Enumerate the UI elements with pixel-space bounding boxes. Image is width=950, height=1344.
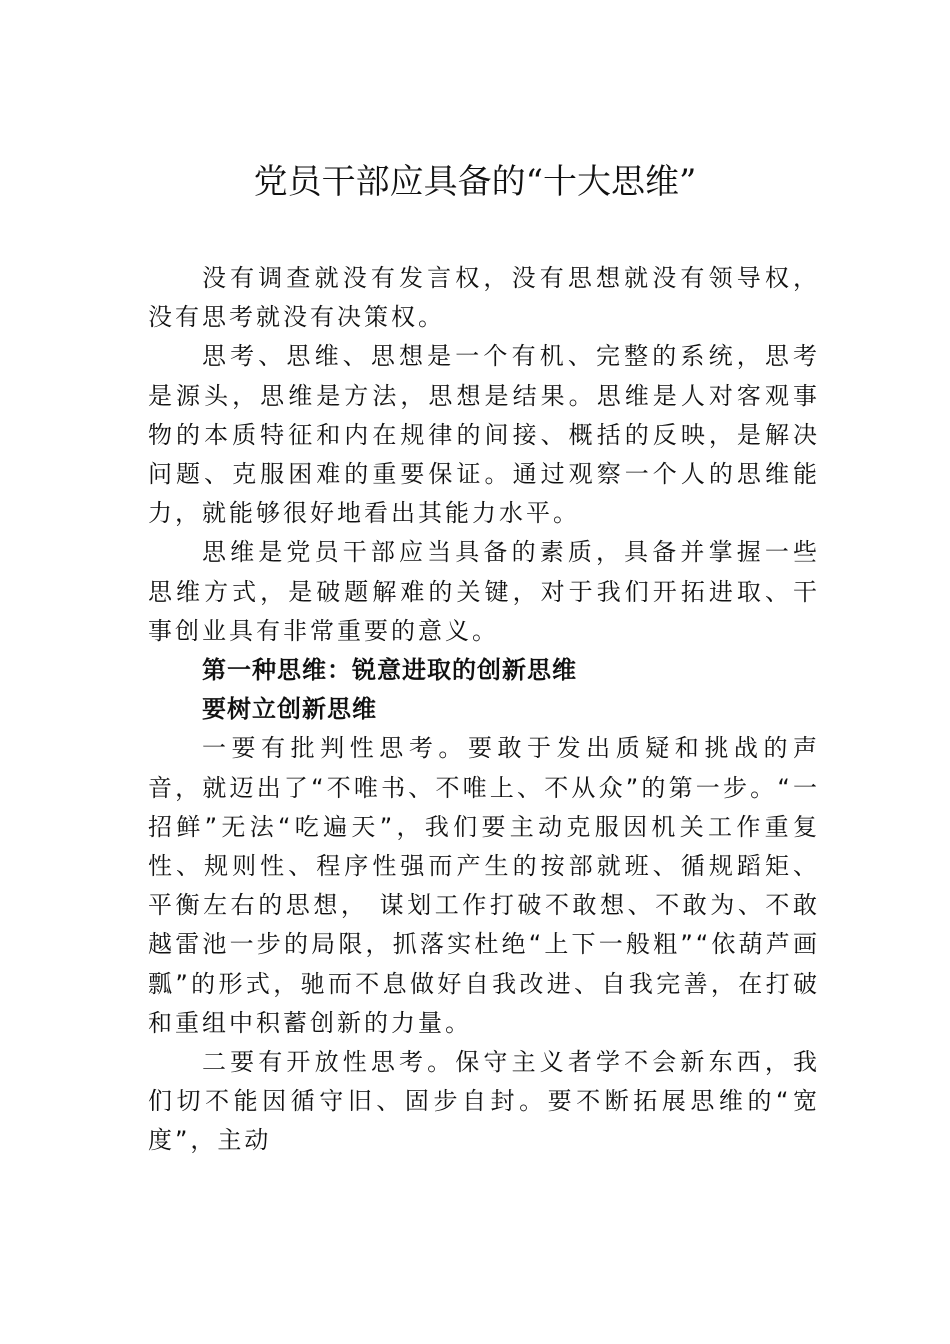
page-title: 党员干部应具备的“十大思维” xyxy=(253,162,697,202)
document-body xyxy=(148,259,820,1161)
paragraph-open-thinking: 二要有开放性思考。保守主义者学不会新东西，我们切不能因循守旧、固步自封。要不断拓展思维的“宽度”，主动 xyxy=(148,1048,820,1155)
paragraph-critical-thinking: 一要有批判性思考。要敢于发出质疑和挑战的声音，就迈出了“不唯书、不唯上、不从众”的第一步。“一招鲜”无法“吃遍天”，我们要主动克服因机关工作重复性、规则性、程序性强而产生的按部就班、循规蹈矩、平衡左右的思想， 谋划工作打破不敢想、不敢为、不敢越雷池一步的局限，抓落实杜绝“上下一般粗”“依葫芦画瓢”的形式，驰而不息做好自我改进、自我完善，在打破和重组中积蓄创新的力量。 xyxy=(148,734,820,1037)
paragraph-importance: 思维是党员干部应当具备的素质，具备并掌握一些思维方式，是破题解难的关键，对于我们开拓进取、干事创业具有非常重要的意义。 xyxy=(148,538,820,645)
paragraph-definition: 思考、思维、思想是一个有机、完整的系统，思考是源头，思维是方法，思想是结果。思维是人对客观事物的本质特征和内在规律的间接、概括的反映，是解决问题、克服困难的重要保证。通过观察一个人的思维能力，就能够很好地看出其能力水平。 xyxy=(148,342,820,528)
section-heading: 第一种思维：锐意进取的创新思维 xyxy=(202,656,577,685)
subsection-heading: 要树立创新思维 xyxy=(202,695,377,724)
paragraph-intro: 没有调查就没有发言权，没有思想就没有领导权，没有思考就没有决策权。 xyxy=(148,264,820,332)
